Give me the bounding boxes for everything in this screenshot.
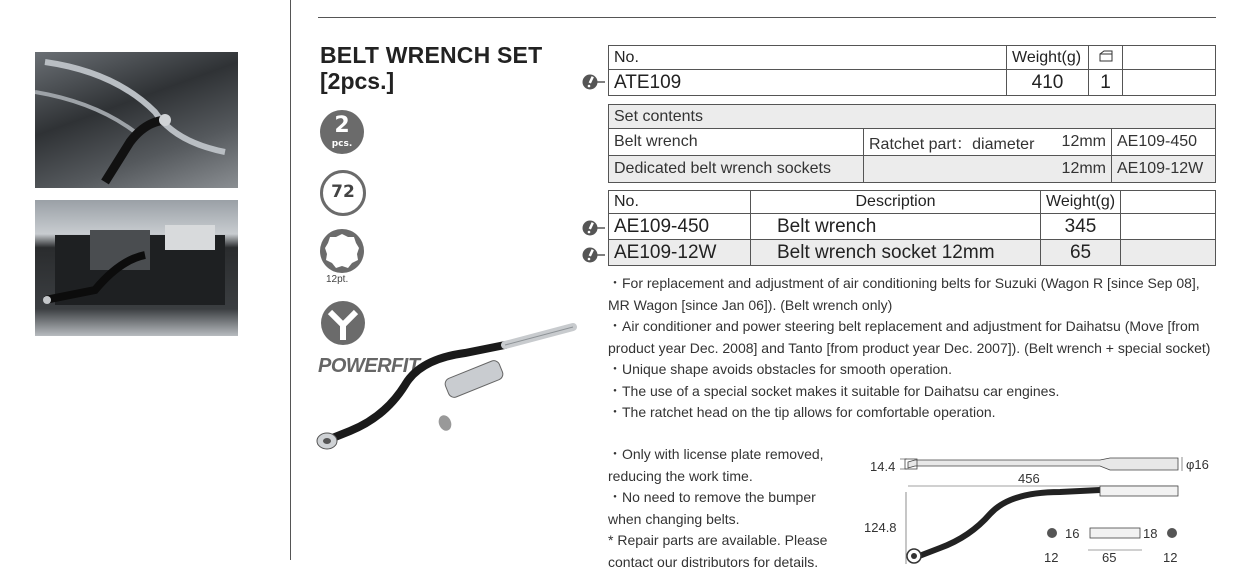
pieces-unit: pcs. [331,139,353,149]
set-weight: 410 [1007,70,1089,96]
part-weight: 65 [1041,240,1121,266]
feature-list [608,273,1213,424]
set-header-weight: Weight(g) [1007,46,1089,70]
product-title: BELT WRENCH SET [320,42,543,68]
dim-length: 456 [1018,471,1040,486]
dimension-drawing [860,452,1225,581]
top-rule [318,17,1216,18]
dim-socket-size-b: 12 [1163,550,1178,565]
powerfit-logo: POWERFIT [318,355,420,377]
feature-item: * Repair parts are available. Please contact our distributors for details. [608,532,828,570]
content-size: 12mm [1046,129,1112,156]
feature-item: ・Unique shape avoids obstacles for smooth operation. [608,361,952,377]
feature-item: ・For replacement and adjustment of air conditioning belts for Suzuki (Wagon R [since Sep 08], MR Wagon [since Jan 06]). (Belt wrench only) [608,275,1200,313]
dim-shaft-diameter: φ16 [1186,457,1209,472]
dim-socket-end: 18 [1143,526,1158,541]
feature-item: ・The use of a special socket makes it suitable for Daihatsu car engines. [608,382,1060,399]
twelve-point-label: 12pt. [326,274,349,285]
part-number: AE109-12W [609,240,751,266]
set-blank [1123,70,1216,96]
content-name: Dedicated belt wrench sockets [609,156,864,183]
row-marker-icon [582,219,604,237]
set-header-no: No. [609,46,1007,70]
part-blank [1121,214,1216,240]
feature-item: ・The ratchet head on the tip allows for comfortable operation. [608,404,996,420]
belt-wrench-illustration [305,315,585,469]
pieces-badge [320,110,364,154]
content-part-number: AE109-12W [1112,156,1216,183]
feature-item: ・No need to remove the bumper when changing belts. [608,489,816,527]
row-marker-icon [582,246,604,264]
pieces-count: 2 [334,113,350,138]
part-number: AE109-450 [609,214,751,240]
feature-item: ・Only with license plate removed, reducing the work time. [608,446,824,484]
product-subtitle: [2pcs.] [320,68,395,94]
parts-header-no: No. [609,191,751,214]
content-size: 12mm [1046,156,1112,183]
parts-header-description: Description [751,191,1041,214]
content-spec: Ratchet part：diameter [864,129,1046,156]
dim-socket-size-a: 12 [1044,550,1059,565]
dim-socket-length: 65 [1102,550,1117,565]
row-marker-icon [582,73,604,91]
parts-header-weight: Weight(g) [1041,191,1121,214]
part-description: Belt wrench socket 12mm [751,240,1041,266]
part-weight: 345 [1041,214,1121,240]
dim-socket-od: 16 [1065,526,1080,541]
set-quantity: 1 [1089,70,1123,96]
teeth-badge: 72 [320,170,366,216]
content-name: Belt wrench [609,129,864,156]
contents-header: Set contents [609,105,1216,129]
product-photo-bumper [35,200,238,336]
feature-item: ・Air conditioner and power steering belt replacement and adjustment for Daihatsu (Move [from product year Dec. 2008] and Tanto [from product year Dec. 2007]). (Belt wrench + special socket) [608,318,1211,356]
set-table [608,45,1216,96]
dim-head-thickness: 14.4 [870,459,896,474]
set-number: ATE109 [609,70,1007,96]
part-description: Belt wrench [751,214,1041,240]
twelve-point-icon [318,228,366,278]
contents-table [608,104,1216,183]
box-icon [1089,46,1123,70]
column-divider [290,0,291,560]
set-header-blank [1123,46,1216,70]
part-blank [1121,240,1216,266]
parts-header-blank [1121,191,1216,214]
product-photo-engine-bay [35,52,238,188]
parts-table [608,190,1216,266]
feature-list-narrow [608,444,848,573]
dim-height: 124.8 [864,520,897,535]
content-spec [864,156,1046,183]
content-part-number: AE109-450 [1112,129,1216,156]
